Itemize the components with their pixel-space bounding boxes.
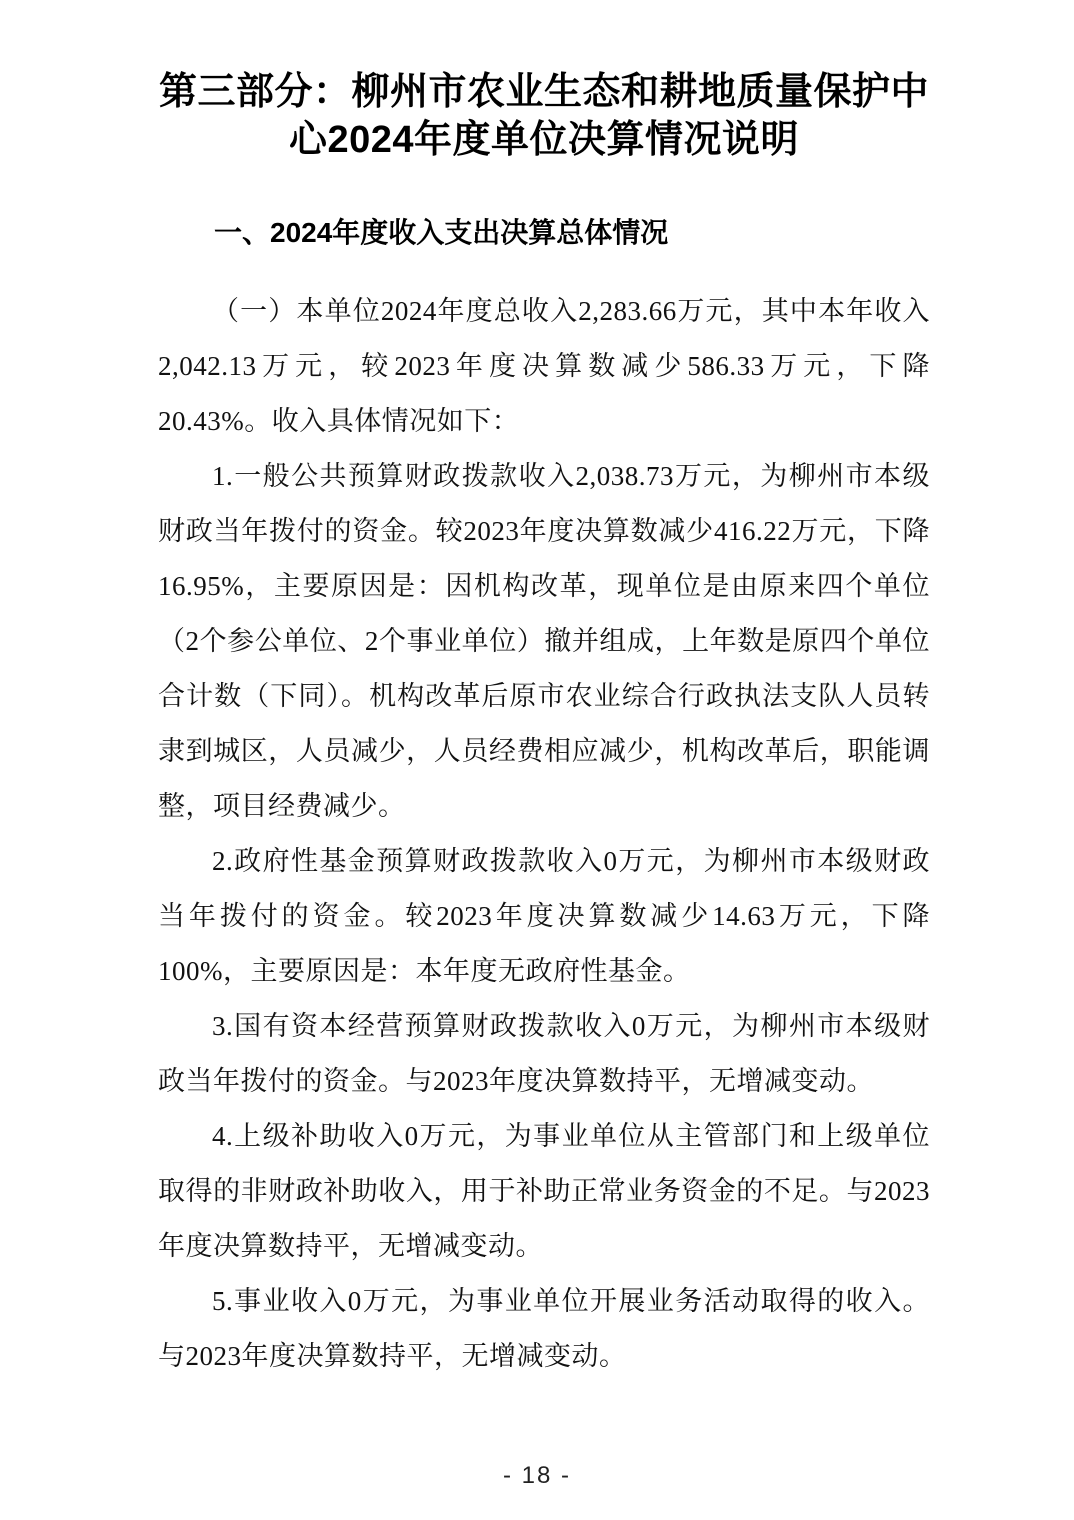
page-number: - 18 -: [502, 1462, 571, 1489]
paragraph-general-public-budget: 1.一般公共预算财政拨款收入2,038.73万元，为柳州市本级财政当年拨付的资金。较2023年度决算数减少416.22万元，下降16.95%，主要原因是：因机构改革，现单位是由原来四个单位（2个参公单位、2个事业单位）撤并组成，上年数是原四个单位合计数（下同）。机构改革后原市农业综合行政执法支队人员转隶到城区，人员减少，人员经费相应减少，机构改革后，职能调整，项目经费减少。: [158, 461, 930, 821]
page-footer: [0, 1462, 1074, 1490]
paragraph-government-fund: 2.政府性基金预算财政拨款收入0万元，为柳州市本级财政当年拨付的资金。较2023年度决算数减少14.63万元，下降100%，主要原因是：本年度无政府性基金。: [158, 846, 930, 986]
document-title: 第三部分：柳州市农业生态和耕地质量保护中心2024年度单位决算情况说明: [158, 71, 929, 161]
paragraph-overview: （一）本单位2024年度总收入2,283.66万元，其中本年收入2,042.13万元，较2023年度决算数减少586.33万元，下降20.43%。收入具体情况如下：: [158, 296, 930, 436]
section-heading: 一、2024年度收入支出决算总体情况: [214, 217, 669, 248]
paragraph-business-income: 5.事业收入0万元，为事业单位开展业务活动取得的收入。与2023年度决算数持平，无增减变动。: [158, 1286, 930, 1371]
paragraph-superior-subsidy: 4.上级补助收入0万元，为事业单位从主管部门和上级单位取得的非财政补助收入，用于补助正常业务资金的不足。与2023年度决算数持平，无增减变动。: [158, 1121, 930, 1261]
body-text: [158, 284, 930, 1384]
paragraph-state-capital: 3.国有资本经营预算财政拨款收入0万元，为柳州市本级财政当年拨付的资金。与2023年度决算数持平，无增减变动。: [158, 1011, 930, 1096]
